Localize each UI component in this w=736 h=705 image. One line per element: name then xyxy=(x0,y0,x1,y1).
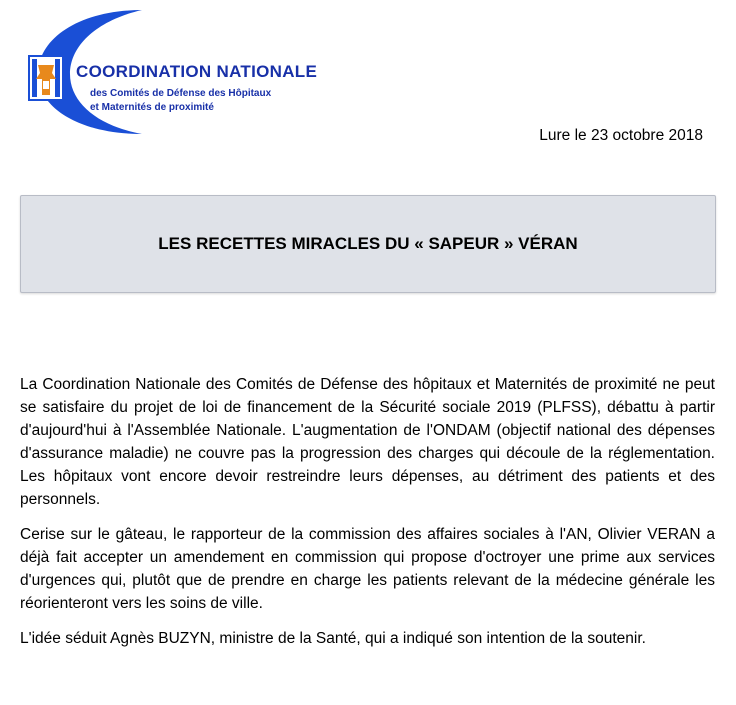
body-text xyxy=(20,373,715,662)
logo-title: COORDINATION NATIONALE xyxy=(76,62,318,81)
title-box xyxy=(20,195,716,293)
date-line: Lure le 23 octobre 2018 xyxy=(539,127,703,144)
paragraph: La Coordination Nationale des Comités de Défense des hôpitaux et Maternités de proximité ne peut se satisfaire du projet de loi de financement de la Sécurité sociale 2019 (PLFSS), débattu à partir d'aujourd'hui à l'Assemblée Nationale. L'augmentation de l'ONDAM (objectif national des dépenses d'assurance maladie) ne couvre pas la progression des charges qui découle de la réglementation. Les hôpitaux vont encore devoir restreindre leurs dépenses, au détriment des patients et des personnels. xyxy=(20,376,715,508)
paragraph: L'idée séduit Agnès BUZYN, ministre de la Santé, qui a indiqué son intention de la soutenir. xyxy=(20,630,646,647)
logo-subtitle-line-1: des Comités de Défense des Hôpitaux xyxy=(90,88,272,99)
logo xyxy=(20,8,320,138)
paragraph: Cerise sur le gâteau, le rapporteur de la commission des affaires sociales à l'AN, Olivier VERAN a déjà fait accepter un amendement en commission qui propose d'octroyer une prime aux services d'urgences qui, plutôt que de prendre en charge les patients relevant de la médecine générale les réorienteront vers les soins de ville. xyxy=(20,526,715,612)
page-title: LES RECETTES MIRACLES DU « SAPEUR » VÉRAN xyxy=(158,234,578,253)
logo-subtitle-line-2: et Maternités de proximité xyxy=(90,102,214,113)
tower-emblem-icon xyxy=(28,55,64,101)
